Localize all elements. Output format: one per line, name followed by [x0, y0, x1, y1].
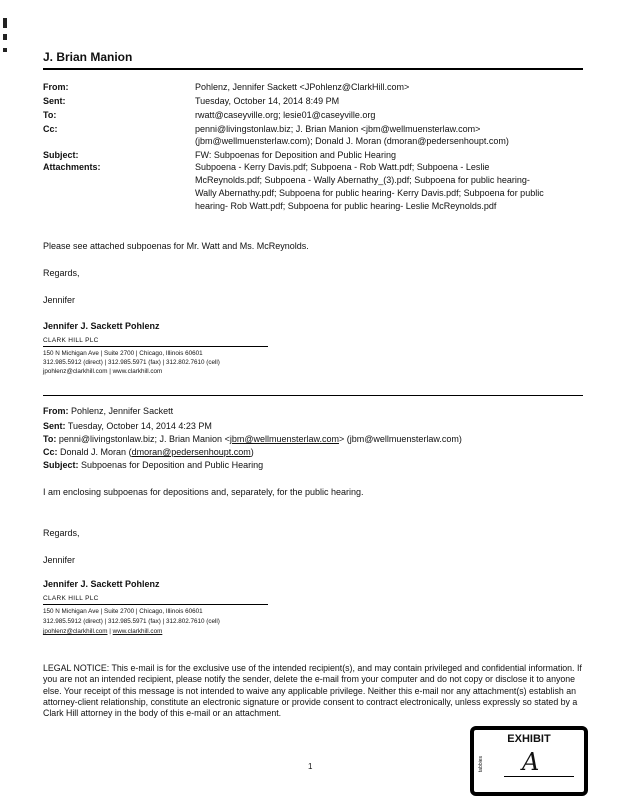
exhibit-line	[504, 776, 574, 777]
body-signoff: Jennifer	[43, 295, 76, 305]
sent-value: Tuesday, October 14, 2014 8:49 PM	[195, 96, 340, 106]
fw-signature-address: 150 N Michigan Ave | Suite 2700 | Chicago, Illinois 60601	[43, 608, 203, 615]
attachment-line-4: hearing- Rob Watt.pdf; Subpoena for public hearing- Leslie McReynolds.pdf	[195, 201, 497, 211]
exhibit-tab-label: tabbies	[478, 756, 484, 773]
signature-firm: CLARK HILL PLC	[43, 337, 99, 344]
attachment-line-1: Subpoena - Kerry Davis.pdf; Subpoena - Rob Watt.pdf; Subpoena - Leslie	[195, 162, 490, 172]
subject-label: Subject:	[43, 150, 79, 160]
page-title: J. Brian Manion	[43, 50, 133, 64]
scan-edge-mark	[3, 34, 7, 40]
fw-from: From: Pohlenz, Jennifer Sackett	[43, 406, 174, 416]
forward-divider	[43, 395, 583, 396]
fw-signature-phones: 312.985.5912 (direct) | 312.985.5971 (fax) | 312.802.7610 (cell)	[43, 618, 220, 625]
fw-body-signoff: Jennifer	[43, 555, 76, 565]
exhibit-title: EXHIBIT	[507, 733, 551, 745]
fw-sent: Sent: Tuesday, October 14, 2014 4:23 PM	[43, 421, 212, 431]
exhibit-letter: A	[522, 748, 540, 776]
fw-cc-link[interactable]: dmoran@pedersenhoupt.com	[131, 447, 251, 457]
fw-cc: Cc: Donald J. Moran (dmoran@pedersenhoupt.com)	[43, 447, 254, 457]
fw-to: To: penni@livingstonlaw.biz; J. Brian Manion <jbm@wellmuensterlaw.com> (jbm@wellmuensterlaw.com)	[43, 434, 462, 444]
page-number: 1	[308, 762, 313, 771]
attachment-line-3: Wally Abernathy.pdf; Subpoena for public hearing- Kerry Davis.pdf; Subpoena for public	[195, 188, 544, 198]
fw-signature-rule	[43, 604, 268, 605]
legal-notice: LEGAL NOTICE: This e-mail is for the exclusive use of the intended recipient(s), and may contain privileged and confidential information. If you are not an intended recipient, please notify the sender, delete the e-mail from your computer and do not copy or disclose it to anyone else. Your receipt of this message is not intended to waive any applicable privilege. Neither this e-mail nor any attachment(s) establish an attorney-client relationship, constitute an electronic signature or provide consent to contract electronically, unless expressly so stated by a Clark Hill attorney in the body of this e-mail or an attachment.	[43, 663, 582, 719]
cc-value-line-1: penni@livingstonlaw.biz; J. Brian Manion <jbm@wellmuensterlaw.com>	[195, 124, 481, 134]
subject-value: FW: Subpoenas for Deposition and Public Hearing	[195, 150, 396, 160]
fw-signature-web[interactable]: www.clarkhill.com	[112, 628, 163, 635]
cc-value-line-2: (jbm@wellmuensterlaw.com); Donald J. Moran (dmoran@pedersenhoupt.com)	[195, 136, 509, 146]
signature-links[interactable]: jpohlenz@clarkhill.com | www.clarkhill.com	[43, 368, 163, 375]
from-value: Pohlenz, Jennifer Sackett <JPohlenz@ClarkHill.com>	[195, 82, 410, 92]
signature-name: Jennifer J. Sackett Pohlenz	[43, 321, 160, 331]
cc-label: Cc:	[43, 124, 58, 134]
scan-edge-mark	[3, 18, 7, 28]
fw-signature-name: Jennifer J. Sackett Pohlenz	[43, 579, 160, 589]
signature-address: 150 N Michigan Ave | Suite 2700 | Chicago, Illinois 60601	[43, 350, 203, 357]
signature-rule	[43, 346, 268, 347]
body-text: Please see attached subpoenas for Mr. Watt and Ms. McReynolds.	[43, 241, 309, 251]
to-label: To:	[43, 110, 57, 120]
title-divider	[43, 68, 583, 70]
attachments-label: Attachments:	[43, 162, 101, 172]
fw-body-regards: Regards,	[43, 528, 80, 538]
fw-body-text: I am enclosing subpoenas for depositions and, separately, for the public hearing.	[43, 487, 364, 497]
body-regards: Regards,	[43, 268, 80, 278]
attachment-line-2: McReynolds.pdf; Subpoena - Wally Abernathy_(3).pdf; Subpoena for public hearing-	[195, 175, 530, 185]
exhibit-sticker	[470, 726, 588, 796]
from-label: From:	[43, 82, 69, 92]
to-value: rwatt@caseyville.org; lesie01@caseyville.org	[195, 110, 376, 120]
sent-label: Sent:	[43, 96, 66, 106]
signature-phones: 312.985.5912 (direct) | 312.985.5971 (fax) | 312.802.7610 (cell)	[43, 359, 220, 366]
fw-to-link[interactable]: jbm@wellmuensterlaw.com	[229, 434, 339, 444]
fw-signature-firm: CLARK HILL PLC	[43, 595, 99, 602]
fw-subject: Subject: Subpoenas for Deposition and Public Hearing	[43, 460, 264, 470]
scan-edge-mark	[3, 48, 7, 52]
fw-signature-links: jpohlenz@clarkhill.com | www.clarkhill.com	[43, 628, 163, 635]
fw-signature-email[interactable]: jpohlenz@clarkhill.com	[43, 628, 108, 635]
